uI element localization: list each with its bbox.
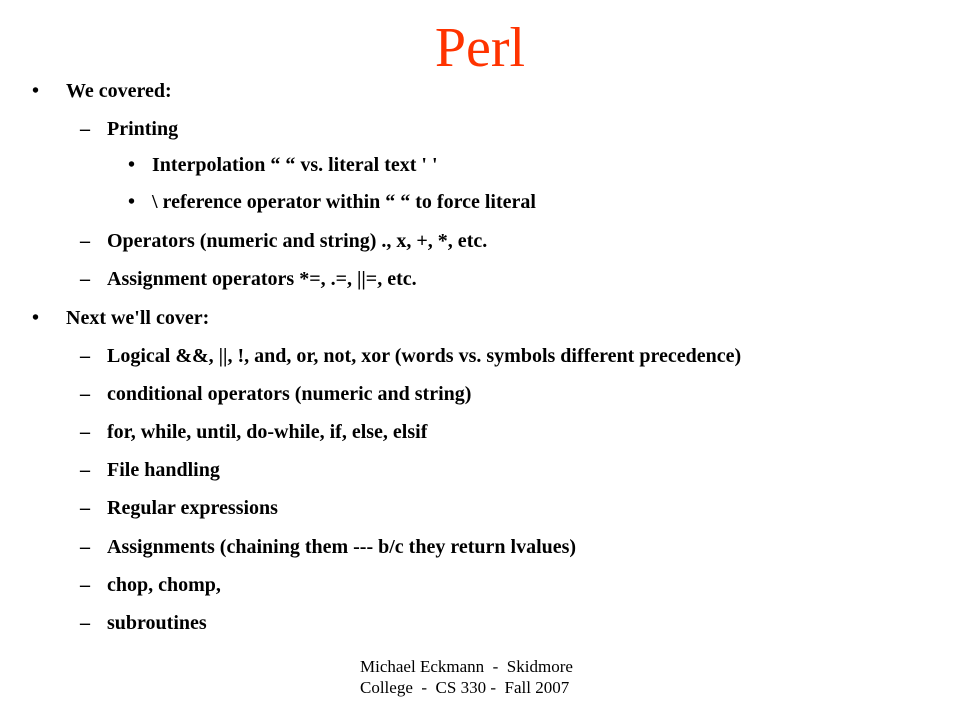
- section-heading-next: Next we'll cover:: [66, 307, 210, 329]
- list-item: conditional operators (numeric and string): [107, 383, 472, 405]
- item-dash: –: [80, 459, 90, 481]
- section-bullet: •: [32, 307, 40, 329]
- list-item: Assignment operators *=, .=, ||=, etc.: [107, 268, 417, 290]
- subitem-bullet: •: [128, 154, 136, 176]
- list-subitem: Interpolation “ “ vs. literal text ' ': [152, 154, 438, 176]
- list-item: Logical &&, ||, !, and, or, not, xor (words vs. symbols different precedence): [107, 345, 742, 367]
- footer-line-1: Michael Eckmann - Skidmore: [360, 657, 573, 676]
- list-item: Operators (numeric and string) ., x, +, *, etc.: [107, 230, 488, 252]
- item-dash: –: [80, 345, 90, 367]
- item-dash: –: [80, 612, 90, 634]
- list-item: chop, chomp,: [107, 574, 221, 596]
- section-bullet: •: [32, 80, 40, 102]
- item-dash: –: [80, 574, 90, 596]
- slide-title: Perl: [434, 17, 526, 79]
- list-subitem: \ reference operator within “ “ to force literal: [152, 191, 536, 213]
- item-dash: –: [80, 268, 90, 290]
- item-dash: –: [80, 118, 90, 140]
- footer-line-2: College - CS 330 - Fall 2007: [360, 678, 570, 697]
- item-dash: –: [80, 536, 90, 558]
- item-dash: –: [80, 230, 90, 252]
- item-dash: –: [80, 383, 90, 405]
- list-item: Regular expressions: [107, 497, 278, 519]
- section-heading-covered: We covered:: [66, 80, 172, 102]
- item-dash: –: [80, 421, 90, 443]
- list-item: Printing: [107, 118, 179, 140]
- slide-footer: [360, 656, 660, 698]
- list-item: File handling: [107, 459, 220, 481]
- list-item: subroutines: [107, 612, 207, 634]
- list-item: Assignments (chaining them --- b/c they return lvalues): [107, 536, 577, 558]
- item-dash: –: [80, 497, 90, 519]
- list-item: for, while, until, do-while, if, else, elsif: [107, 421, 428, 443]
- subitem-bullet: •: [128, 191, 136, 213]
